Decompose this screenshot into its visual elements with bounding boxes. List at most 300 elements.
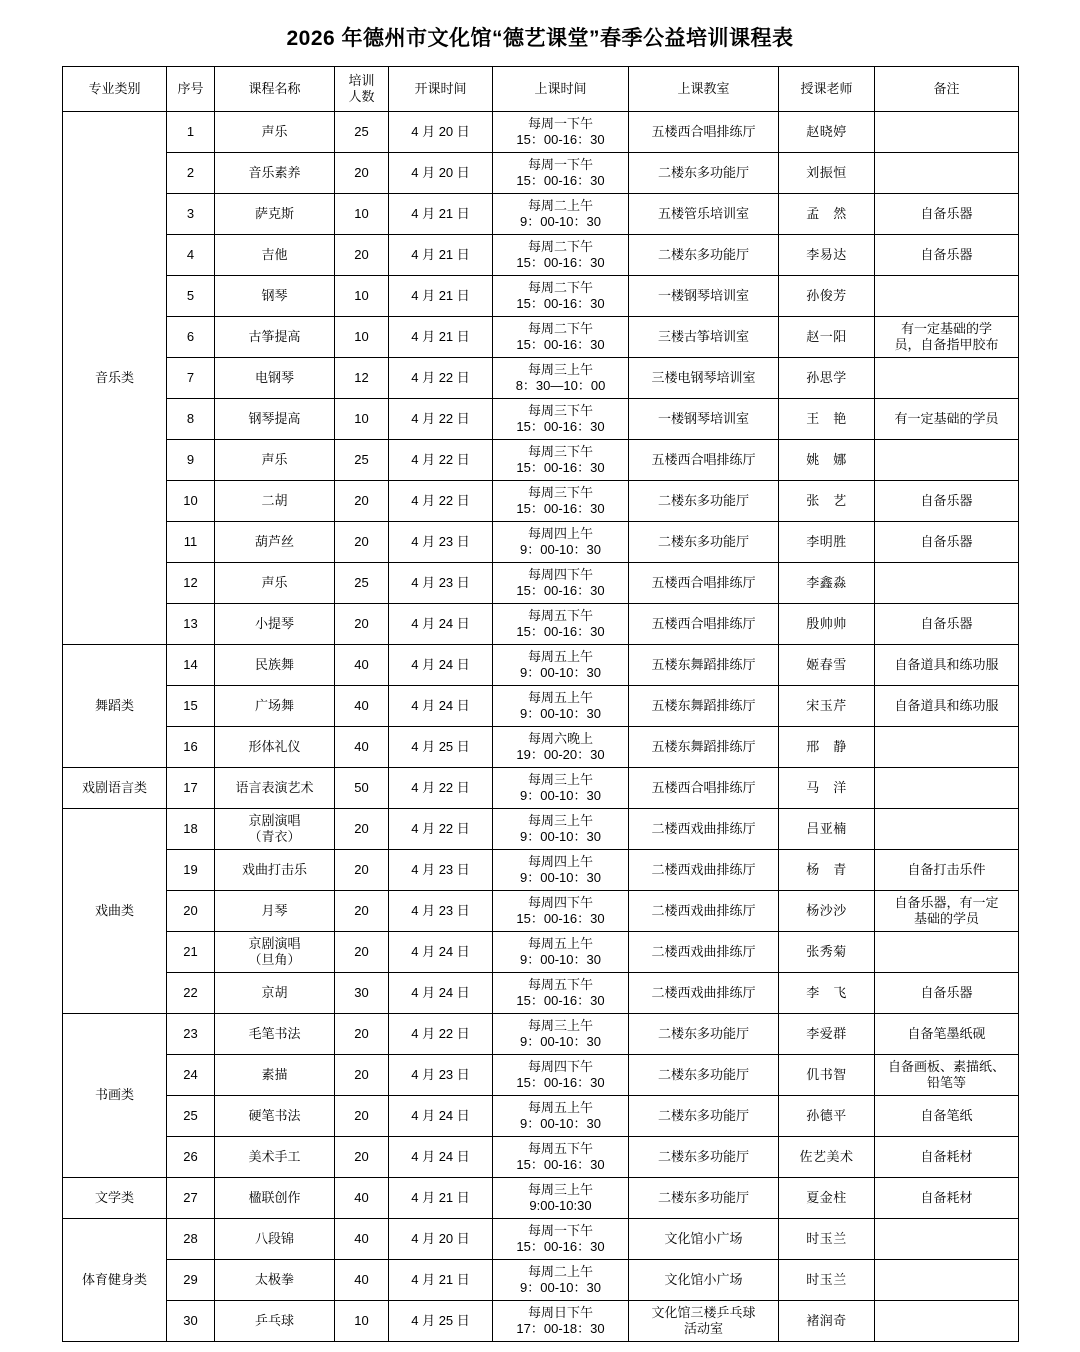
start-date: 4 月 20 日 (389, 153, 493, 194)
class-time-cell-line2: 9：00-10：30 (520, 1034, 601, 1049)
course-name-cell (215, 235, 335, 276)
row-no: 19 (167, 850, 215, 891)
class-time-cell-line2: 9：00-10：30 (520, 706, 601, 721)
student-count: 12 (335, 358, 389, 399)
header-classroom: 上课教室 (629, 67, 779, 112)
row-no: 26 (167, 1137, 215, 1178)
start-date: 4 月 25 日 (389, 1301, 493, 1342)
student-count: 10 (335, 194, 389, 235)
row-no: 17 (167, 768, 215, 809)
note-cell (875, 317, 1019, 358)
start-date: 4 月 23 日 (389, 1055, 493, 1096)
course-name-cell (215, 1178, 335, 1219)
course-name-cell-line1: 民族舞 (254, 656, 294, 672)
class-time-cell-line1: 每周三下午 (527, 443, 593, 459)
row-no: 11 (167, 522, 215, 563)
class-time-cell (493, 1301, 629, 1342)
classroom-cell (629, 727, 779, 768)
table-row (63, 112, 1019, 153)
classroom-cell (629, 932, 779, 973)
classroom-cell-line1: 二楼西戏曲排练厅 (651, 943, 756, 959)
header-count (335, 67, 389, 112)
start-date: 4 月 22 日 (389, 768, 493, 809)
table-row (63, 153, 1019, 194)
class-time-cell (493, 850, 629, 891)
class-time-cell-line1: 每周二上午 (527, 197, 593, 213)
row-no: 1 (167, 112, 215, 153)
class-time-cell (493, 1055, 629, 1096)
course-name-cell-line1: 素描 (261, 1066, 288, 1082)
note-cell-line1: 自备乐器，有一定 (894, 894, 999, 910)
class-time-cell-line2: 15：00-16：30 (516, 993, 605, 1008)
note-cell (875, 850, 1019, 891)
class-time-cell-line1: 每周五下午 (527, 1140, 593, 1156)
header-category: 专业类别 (63, 67, 167, 112)
course-name-cell (215, 809, 335, 850)
course-name-cell-line1: 葫芦丝 (254, 533, 294, 549)
note-cell-line1: 有一定基础的学员 (894, 410, 999, 426)
header-start-date: 开课时间 (389, 67, 493, 112)
teacher-cell: 杨沙沙 (779, 891, 875, 932)
start-date: 4 月 23 日 (389, 850, 493, 891)
classroom-cell (629, 891, 779, 932)
row-no: 14 (167, 645, 215, 686)
note-cell-line1: 自备画板、素描纸、 (887, 1058, 1005, 1074)
table-row (63, 604, 1019, 645)
start-date: 4 月 24 日 (389, 686, 493, 727)
course-name-cell-line1: 形体礼仪 (248, 738, 301, 754)
class-time-cell-line2: 17：00-18：30 (516, 1321, 605, 1336)
class-time-cell-line2: 9：00-10：30 (520, 829, 601, 844)
classroom-cell (629, 1014, 779, 1055)
note-cell (875, 727, 1019, 768)
course-name-cell-line1: 古筝提高 (248, 328, 301, 344)
class-time-cell (493, 358, 629, 399)
student-count: 10 (335, 1301, 389, 1342)
class-time-cell (493, 1260, 629, 1301)
header-note: 备注 (875, 67, 1019, 112)
class-time-cell-line2: 15：00-16：30 (516, 255, 605, 270)
row-no: 23 (167, 1014, 215, 1055)
class-time-cell-line2: 9：00-10：30 (520, 1280, 601, 1295)
student-count: 25 (335, 563, 389, 604)
table-row (63, 358, 1019, 399)
teacher-cell: 马 洋 (779, 768, 875, 809)
table-row (63, 1178, 1019, 1219)
class-time-cell-line1: 每周一下午 (527, 115, 593, 131)
course-name-cell-line2: （旦角） (248, 952, 301, 967)
note-cell (875, 1137, 1019, 1178)
student-count: 20 (335, 932, 389, 973)
header-count-line2: 人数 (348, 89, 375, 104)
course-name-cell-line2: （青衣） (248, 829, 301, 844)
note-cell-line1: 有一定基础的学 (900, 320, 992, 336)
class-time-cell (493, 891, 629, 932)
teacher-cell: 佐艺美术 (779, 1137, 875, 1178)
note-cell (875, 235, 1019, 276)
class-time-cell (493, 522, 629, 563)
classroom-cell-line1: 二楼东多功能厅 (657, 1107, 749, 1123)
note-cell (875, 399, 1019, 440)
note-cell (875, 1178, 1019, 1219)
course-name-cell-line1: 小提琴 (254, 615, 294, 631)
course-name-cell (215, 1055, 335, 1096)
course-name-cell-line1: 声乐 (261, 123, 288, 139)
class-time-cell-line1: 每周五上午 (527, 689, 593, 705)
start-date: 4 月 22 日 (389, 440, 493, 481)
class-time-cell (493, 1219, 629, 1260)
table-body (63, 112, 1019, 1342)
course-name-cell (215, 1014, 335, 1055)
table-row (63, 1096, 1019, 1137)
teacher-cell: 王 艳 (779, 399, 875, 440)
classroom-cell (629, 481, 779, 522)
start-date: 4 月 21 日 (389, 1178, 493, 1219)
category-cell: 舞蹈类 (63, 645, 167, 768)
class-time-cell (493, 276, 629, 317)
class-time-cell-line1: 每周三上午 (527, 812, 593, 828)
row-no: 9 (167, 440, 215, 481)
teacher-cell: 李明胜 (779, 522, 875, 563)
table-row (63, 522, 1019, 563)
class-time-cell-line1: 每周日下午 (527, 1304, 593, 1320)
course-name-cell (215, 1260, 335, 1301)
student-count: 40 (335, 727, 389, 768)
course-name-cell-line1: 京胡 (261, 984, 288, 1000)
classroom-cell-line1: 一楼钢琴培训室 (657, 410, 749, 426)
classroom-cell-line1: 一楼钢琴培训室 (657, 287, 749, 303)
class-time-cell (493, 399, 629, 440)
table-row (63, 194, 1019, 235)
student-count: 20 (335, 522, 389, 563)
class-time-cell (493, 727, 629, 768)
note-cell (875, 563, 1019, 604)
course-name-cell-line1: 电钢琴 (254, 369, 294, 385)
class-time-cell-line1: 每周四上午 (527, 525, 593, 541)
start-date: 4 月 22 日 (389, 1014, 493, 1055)
note-cell (875, 112, 1019, 153)
class-time-cell-line1: 每周四上午 (527, 853, 593, 869)
classroom-cell (629, 522, 779, 563)
start-date: 4 月 22 日 (389, 399, 493, 440)
note-cell (875, 932, 1019, 973)
class-time-cell (493, 563, 629, 604)
classroom-cell-line1: 五楼西合唱排练厅 (651, 615, 756, 631)
start-date: 4 月 22 日 (389, 481, 493, 522)
course-name-cell (215, 563, 335, 604)
classroom-cell (629, 1178, 779, 1219)
start-date: 4 月 21 日 (389, 317, 493, 358)
classroom-cell (629, 645, 779, 686)
course-name-cell-line1: 京剧演唱 (248, 812, 301, 828)
course-name-cell-line1: 硬笔书法 (248, 1107, 301, 1123)
note-cell (875, 194, 1019, 235)
course-name-cell-line1: 声乐 (261, 451, 288, 467)
start-date: 4 月 24 日 (389, 973, 493, 1014)
class-time-cell-line2: 8：30—10：00 (515, 378, 606, 393)
class-time-cell-line2: 15：00-16：30 (516, 911, 605, 926)
class-time-cell-line1: 每周三下午 (527, 402, 593, 418)
row-no: 20 (167, 891, 215, 932)
course-name-cell (215, 481, 335, 522)
classroom-cell-line1: 二楼西戏曲排练厅 (651, 861, 756, 877)
classroom-cell-line1: 二楼东多功能厅 (657, 1025, 749, 1041)
classroom-cell-line1: 二楼西戏曲排练厅 (651, 820, 756, 836)
class-time-cell (493, 1014, 629, 1055)
note-cell-line1: 自备笔墨纸砚 (907, 1025, 986, 1041)
classroom-cell (629, 768, 779, 809)
teacher-cell: 赵晓婷 (779, 112, 875, 153)
classroom-cell-line1: 三楼电钢琴培训室 (651, 369, 756, 385)
class-time-cell-line1: 每周五上午 (527, 1099, 593, 1115)
teacher-cell: 李爱群 (779, 1014, 875, 1055)
row-no: 8 (167, 399, 215, 440)
table-row (63, 276, 1019, 317)
classroom-cell (629, 563, 779, 604)
student-count: 20 (335, 1137, 389, 1178)
class-time-cell-line2: 15：00-16：30 (516, 1239, 605, 1254)
classroom-cell-line1: 五楼西合唱排练厅 (651, 779, 756, 795)
course-name-cell-line1: 语言表演艺术 (235, 779, 314, 795)
row-no: 30 (167, 1301, 215, 1342)
note-cell (875, 686, 1019, 727)
class-time-cell (493, 1096, 629, 1137)
table-row (63, 1014, 1019, 1055)
class-time-cell-line2: 15：00-16：30 (516, 1157, 605, 1172)
classroom-cell-line1: 三楼古筝培训室 (657, 328, 749, 344)
course-name-cell-line1: 声乐 (261, 574, 288, 590)
classroom-cell-line1: 文化馆小广场 (664, 1271, 743, 1287)
course-name-cell (215, 399, 335, 440)
header-teacher: 授课老师 (779, 67, 875, 112)
teacher-cell: 张秀菊 (779, 932, 875, 973)
classroom-cell-line1: 二楼东多功能厅 (657, 533, 749, 549)
teacher-cell: 杨 青 (779, 850, 875, 891)
course-name-cell (215, 891, 335, 932)
course-name-cell (215, 973, 335, 1014)
category-cell: 戏曲类 (63, 809, 167, 1014)
page-title: 2026 年德州市文化馆“德艺课堂”春季公益培训课程表 (286, 27, 794, 50)
header-course: 课程名称 (215, 67, 335, 112)
table-row (63, 440, 1019, 481)
course-name-cell-line1: 吉他 (261, 246, 288, 262)
row-no: 2 (167, 153, 215, 194)
note-cell (875, 1096, 1019, 1137)
classroom-cell-line1: 五楼东舞蹈排练厅 (651, 738, 756, 754)
table-row (63, 973, 1019, 1014)
row-no: 24 (167, 1055, 215, 1096)
start-date: 4 月 25 日 (389, 727, 493, 768)
table-row (63, 563, 1019, 604)
start-date: 4 月 22 日 (389, 809, 493, 850)
table-row (63, 932, 1019, 973)
student-count: 40 (335, 1260, 389, 1301)
student-count: 40 (335, 1178, 389, 1219)
classroom-cell (629, 850, 779, 891)
course-name-cell (215, 604, 335, 645)
table-row (63, 481, 1019, 522)
start-date: 4 月 21 日 (389, 1260, 493, 1301)
classroom-cell-line1: 二楼东多功能厅 (657, 492, 749, 508)
class-time-cell (493, 932, 629, 973)
start-date: 4 月 23 日 (389, 522, 493, 563)
note-cell (875, 1260, 1019, 1301)
class-time-cell-line2: 15：00-16：30 (516, 132, 605, 147)
row-no: 25 (167, 1096, 215, 1137)
class-time-cell-line1: 每周三上午 (527, 1181, 593, 1197)
class-time-cell-line1: 每周六晚上 (527, 730, 593, 746)
student-count: 25 (335, 440, 389, 481)
classroom-cell-line1: 文化馆三楼乒乓球 (651, 1304, 756, 1320)
class-time-cell-line2: 15：00-16：30 (516, 1075, 605, 1090)
classroom-cell (629, 1219, 779, 1260)
class-time-cell-line1: 每周五上午 (527, 935, 593, 951)
student-count: 20 (335, 1096, 389, 1137)
student-count: 20 (335, 235, 389, 276)
course-name-cell-line1: 音乐素养 (248, 164, 301, 180)
classroom-cell-line1: 文化馆小广场 (664, 1230, 743, 1246)
course-name-cell-line1: 钢琴提高 (248, 410, 301, 426)
teacher-cell: 殷帅帅 (779, 604, 875, 645)
start-date: 4 月 24 日 (389, 645, 493, 686)
table-header-row (63, 67, 1019, 112)
student-count: 50 (335, 768, 389, 809)
class-time-cell (493, 1137, 629, 1178)
student-count: 20 (335, 153, 389, 194)
teacher-cell: 李 飞 (779, 973, 875, 1014)
row-no: 28 (167, 1219, 215, 1260)
note-cell-line1: 自备笔纸 (920, 1107, 973, 1123)
teacher-cell: 李鑫淼 (779, 563, 875, 604)
start-date: 4 月 20 日 (389, 1219, 493, 1260)
start-date: 4 月 23 日 (389, 891, 493, 932)
class-time-cell-line2: 15：00-16：30 (516, 460, 605, 475)
row-no: 29 (167, 1260, 215, 1301)
class-time-cell-line1: 每周五下午 (527, 607, 593, 623)
class-time-cell (493, 973, 629, 1014)
table-row (63, 235, 1019, 276)
row-no: 7 (167, 358, 215, 399)
table-row (63, 1137, 1019, 1178)
table-row (63, 850, 1019, 891)
teacher-cell: 吕亚楠 (779, 809, 875, 850)
classroom-cell (629, 1055, 779, 1096)
classroom-cell-line1: 五楼东舞蹈排练厅 (651, 656, 756, 672)
note-cell (875, 1219, 1019, 1260)
teacher-cell: 姬春雪 (779, 645, 875, 686)
course-name-cell-line1: 乒乓球 (254, 1312, 294, 1328)
category-cell: 音乐类 (63, 112, 167, 645)
classroom-cell (629, 112, 779, 153)
start-date: 4 月 24 日 (389, 1096, 493, 1137)
student-count: 25 (335, 112, 389, 153)
class-time-cell-line2: 9：00-10：30 (520, 665, 601, 680)
start-date: 4 月 24 日 (389, 604, 493, 645)
start-date: 4 月 21 日 (389, 194, 493, 235)
student-count: 40 (335, 686, 389, 727)
class-time-cell (493, 317, 629, 358)
student-count: 20 (335, 891, 389, 932)
note-cell-line1: 自备乐器 (920, 205, 973, 221)
class-time-cell-line2: 15：00-16：30 (516, 624, 605, 639)
course-name-cell-line1: 二胡 (261, 492, 288, 508)
row-no: 6 (167, 317, 215, 358)
classroom-cell (629, 1260, 779, 1301)
table-row (63, 809, 1019, 850)
classroom-cell (629, 604, 779, 645)
class-time-cell-line1: 每周三下午 (527, 484, 593, 500)
note-cell-line2: 基础的学员 (913, 911, 979, 926)
note-cell (875, 276, 1019, 317)
note-cell (875, 768, 1019, 809)
row-no: 12 (167, 563, 215, 604)
table-row (63, 317, 1019, 358)
note-cell-line1: 自备乐器 (920, 984, 973, 1000)
class-time-cell-line1: 每周三上午 (527, 771, 593, 787)
student-count: 10 (335, 399, 389, 440)
course-name-cell (215, 153, 335, 194)
class-time-cell-line1: 每周四下午 (527, 566, 593, 582)
student-count: 20 (335, 809, 389, 850)
student-count: 20 (335, 481, 389, 522)
teacher-cell: 夏金柱 (779, 1178, 875, 1219)
course-name-cell (215, 932, 335, 973)
table-header (63, 67, 1019, 112)
note-cell (875, 358, 1019, 399)
course-name-cell (215, 440, 335, 481)
class-time-cell-line1: 每周二上午 (527, 1263, 593, 1279)
note-cell (875, 1301, 1019, 1342)
category-cell: 体育健身类 (63, 1219, 167, 1342)
classroom-cell-line1: 二楼东多功能厅 (657, 164, 749, 180)
course-name-cell-line1: 广场舞 (254, 697, 294, 713)
classroom-cell-line2: 活动室 (683, 1321, 723, 1336)
course-name-cell (215, 645, 335, 686)
note-cell (875, 604, 1019, 645)
class-time-cell-line1: 每周二下午 (527, 320, 593, 336)
class-time-cell (493, 194, 629, 235)
table-row (63, 768, 1019, 809)
student-count: 20 (335, 1055, 389, 1096)
student-count: 20 (335, 850, 389, 891)
header-count-line1: 培训 (348, 72, 375, 88)
student-count: 40 (335, 1219, 389, 1260)
class-time-cell-line1: 每周四下午 (527, 1058, 593, 1074)
table-row (63, 1260, 1019, 1301)
course-name-cell (215, 112, 335, 153)
classroom-cell (629, 973, 779, 1014)
course-name-cell-line1: 太极拳 (254, 1271, 294, 1287)
class-time-cell-line1: 每周二下午 (527, 238, 593, 254)
category-cell: 文学类 (63, 1178, 167, 1219)
classroom-cell-line1: 二楼东多功能厅 (657, 246, 749, 262)
classroom-cell (629, 317, 779, 358)
course-name-cell (215, 194, 335, 235)
row-no: 18 (167, 809, 215, 850)
course-name-cell-line1: 月琴 (261, 902, 288, 918)
classroom-cell-line1: 二楼西戏曲排练厅 (651, 984, 756, 1000)
row-no: 3 (167, 194, 215, 235)
class-time-cell-line2: 19：00-20：30 (516, 747, 605, 762)
class-time-cell-line2: 15：00-16：30 (516, 419, 605, 434)
course-name-cell-line1: 毛笔书法 (248, 1025, 301, 1041)
row-no: 5 (167, 276, 215, 317)
classroom-cell-line1: 五楼西合唱排练厅 (651, 123, 756, 139)
teacher-cell: 孙俊芳 (779, 276, 875, 317)
class-time-cell-line2: 9：00-10：30 (520, 542, 601, 557)
course-name-cell (215, 522, 335, 563)
class-time-cell (493, 235, 629, 276)
